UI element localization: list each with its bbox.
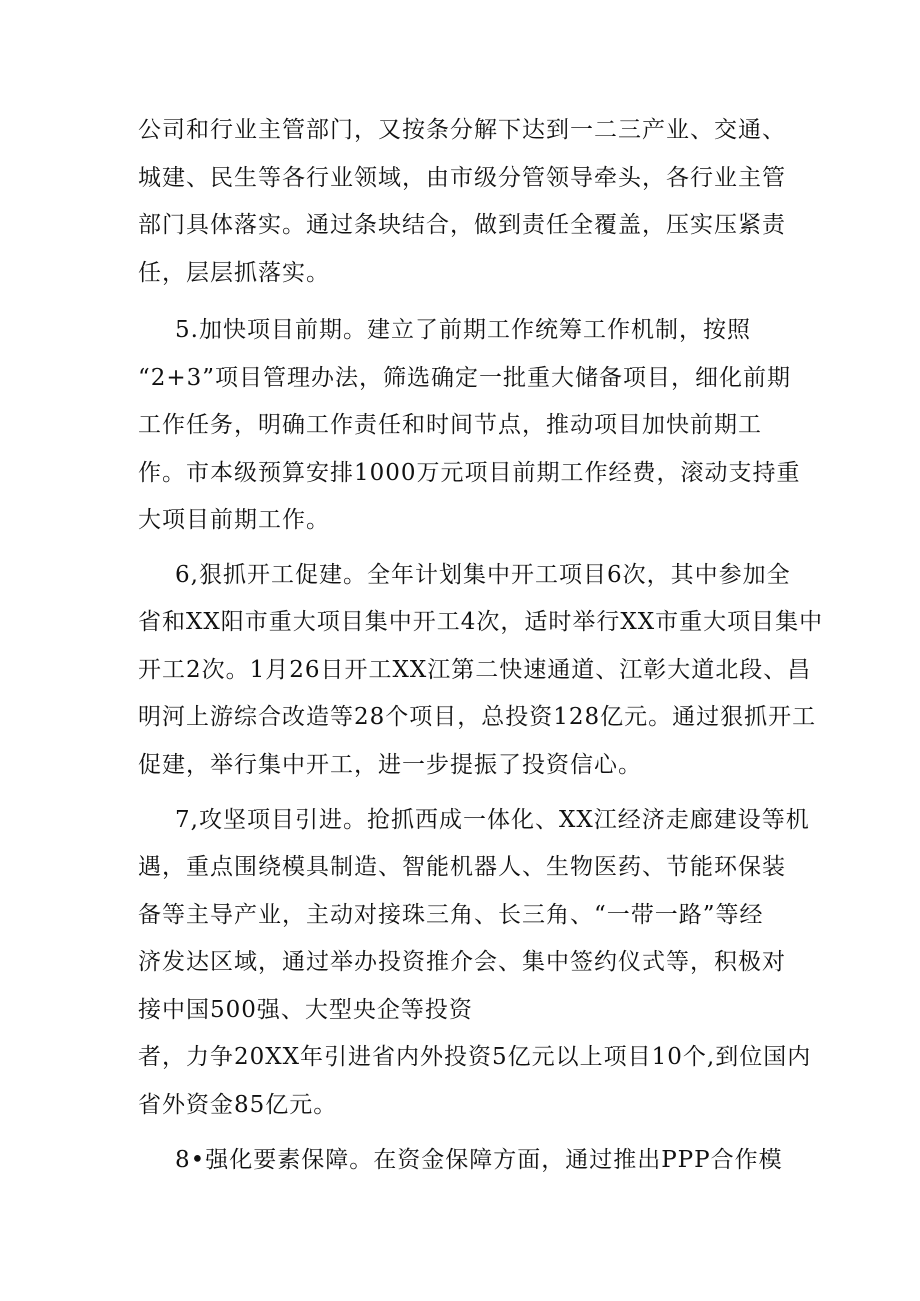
text-line-10: 6,狠抓开工促建。全年计划集中开工项目6次，其中参加全 [175,562,791,588]
text-line-19: 接中国500强、大型央企等投资 [138,997,473,1023]
text-line-13: 明河上游综合改造等28个项目，总投资128亿元。通过狠抓开工 [138,704,817,730]
text-line-2: 城建、民生等各行业领域，由市级分管领导牵头，各行业主管 [138,165,786,191]
text-line-14: 促建，举行集中开工，进一步提振了投资信心。 [138,752,642,778]
text-line-17: 备等主导产业，主动对接珠三角、长三角、“一带一路”等经 [138,902,764,928]
text-line-3: 部门具体落实。通过条块结合，做到责任全覆盖，压实压紧责 [138,212,786,238]
text-line-4: 任，层层抓落实。 [138,260,330,286]
text-line-15: 7,攻坚项目引进。抢抓西成一体化、XX江经济走廊建设等机 [175,807,810,833]
text-line-20: 者，力争20XX年引进省内外投资5亿元以上项目10个,到位国内 [138,1044,812,1070]
text-line-5: 5.加快项目前期。建立了前期工作统筹工作机制，按照 [175,317,751,343]
text-line-22: 8•强化要素保障。在资金保障方面，通过推出PPP合作模 [175,1147,783,1173]
text-line-8: 作。市本级预算安排1000万元项目前期工作经费，滚动支持重 [138,460,801,486]
text-line-16: 遇，重点围绕模具制造、智能机器人、生物医药、节能环保装 [138,854,786,880]
text-line-7: 工作任务，明确工作责任和时间节点，推动项目加快前期工 [138,412,762,438]
text-line-11: 省和XX阳市重大项目集中开工4次，适时举行XX市重大项目集中 [138,609,824,635]
text-line-12: 开工2次。1月26日开工XX江第二快速通道、江彰大道北段、昌 [138,657,812,683]
text-line-6: “2+3”项目管理办法，筛选确定一批重大储备项目，细化前期 [138,365,792,391]
text-line-21: 省外资金85亿元。 [138,1092,338,1118]
text-line-1: 公司和行业主管部门，又按条分解下达到一二三产业、交通、 [138,117,786,143]
text-line-18: 济发达区域，通过举办投资推介会、集中签约仪式等，积极对 [138,949,786,975]
text-line-9: 大项目前期工作。 [138,507,330,533]
